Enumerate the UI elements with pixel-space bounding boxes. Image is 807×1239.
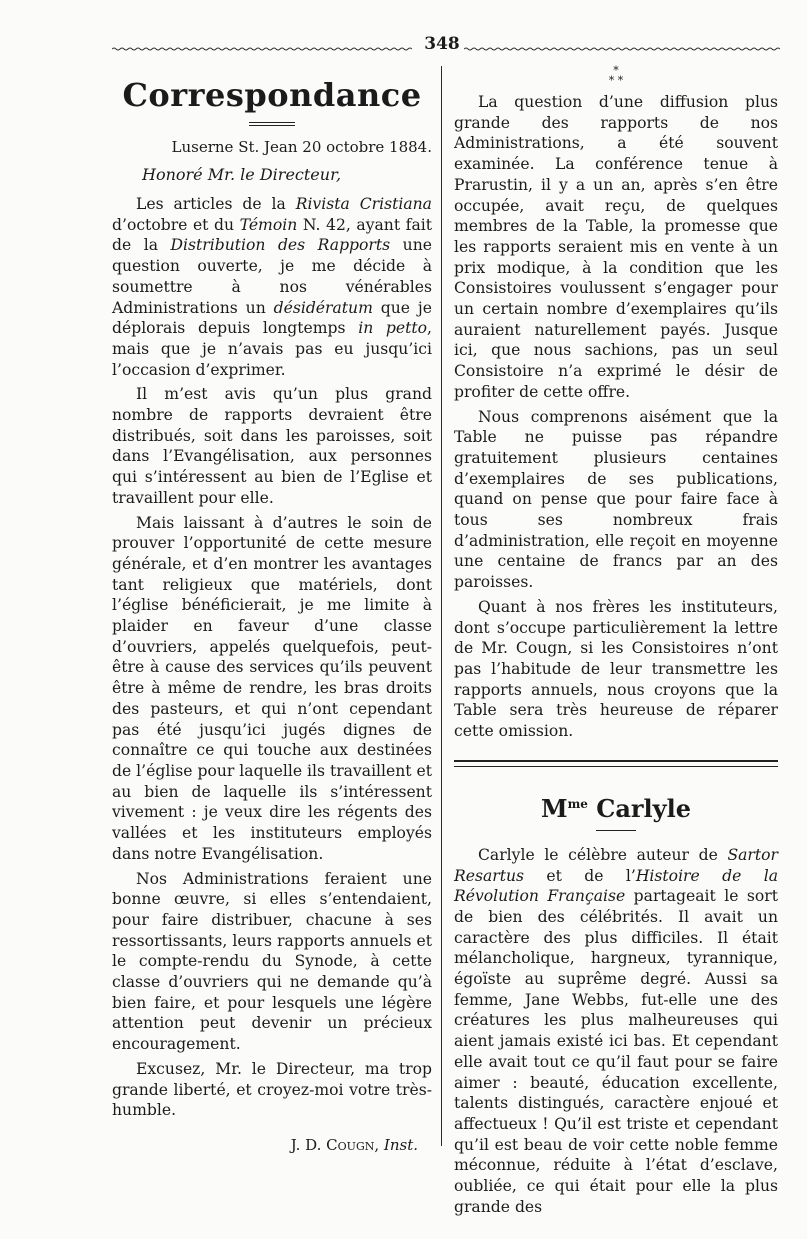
left-column	[112, 66, 432, 1157]
letter-paragraph-1: Les articles de la Rivista Cristiana d’octobre et du Témoin N. 42, ayant fait de la Distribution des Rapports une question ouverte, je me décide à soumettre à nos vénérables Administrations un désidératum que je déplorais depuis longtemps in petto, mais que je n’avais pas eu jusqu’ici l’occasion d’exprimer.	[112, 195, 433, 379]
letter-salutation: Honoré Mr. le Directeur,	[142, 165, 342, 184]
asterism-bottom: * *	[608, 74, 624, 87]
letter-signature	[112, 1133, 432, 1157]
section-separator-rule	[454, 760, 778, 767]
letter-paragraph-3: Mais laissant à d’autres le soin de prouver l’opportunité de cette mesure générale, et d’en montrer les avantages tant religieux que matériels, dont l’église bénéficierait, je me limite à plaider en faveur d’une classe d’ouvriers, appelés quelquefois, peut-être à cause des services qu’ils peuvent être à même de rendre, les bras droits des pasteurs, et qui n’ont cependant pas été jusqu’ici jugés dignes de connaître ce qui touche aux destinées de l’église pour laquelle ils travaillent et au bien de laquelle ils s’intéressent vivement : je veux dire les régents des vallées et les instituteurs employés dans notre Evangélisation.	[112, 513, 433, 863]
carlyle-paragraph-1: Carlyle le célèbre auteur de Sartor Resartus et de l’Histoire de la Révolution Française partageait le sort de bien des célébrités. Il avait un caractère des plus difficiles. Il était mélancholique, hargneux, tyrannique, égoïste au suprême degré. Aussi sa femme, Jane Webbs, fut-elle une des créatures les plus malheureuses qui aient jamais existé ici bas. Et cependant elle avait tout ce qu’il faut pour se faire aimer : beauté, éducation excellente, talents distingués, caractère enjoué et affectueux ! Qu’il est triste et cependant qu’il est beau de voir cette noble femme méconnue, réduite à l’état d’esclave, oubliée, ce qui était pour elle la plus grande des	[454, 845, 778, 1216]
letter-paragraph-4: Nos Administrations feraient une bonne œuvre, si elles s’entendaient, pour faire distribuer, chacune à ses ressortissants, leurs rapports annuels et le compte-rendu du Synode, à cette classe d’ouvriers qui ne demande qu’à bien faire, et pour lesquels une légère attention peut devenir un précieux encouragement.	[112, 869, 432, 1054]
signature-name: J. D. Cougn,	[290, 1135, 380, 1154]
column-divider	[441, 66, 442, 1146]
section-title-carlyle: $M^{me}$ Carlyle	[540, 793, 692, 823]
asterism-top: *	[613, 64, 619, 77]
signature-title: Inst.	[383, 1135, 418, 1154]
editor-paragraph-3: Quant à nos frères les instituteurs, dont s’occupe particulièrement la lettre de Mr. Cougn, si les Consistoires n’ont pas l’habitude de leur transmettre les rapports annuels, nous croyons que la Table sera très heureuse de réparer cette omission.	[454, 597, 778, 741]
title-short-rule	[596, 830, 636, 831]
page-header	[112, 34, 780, 58]
letter-paragraph-5: Excusez, Mr. le Directeur, ma trop grande liberté, et croyez-moi votre très-humble.	[112, 1059, 432, 1120]
letter-paragraph-2: Il m’est avis qu’un plus grand nombre de rapports devraient être distribués, soit dans les paroisses, soit dans l’Evangélisation, aux personnes qui s’intéressent au bien de l’Eglise et travaillent pour elle.	[112, 385, 432, 507]
section-heading-correspondance: Correspondance	[122, 76, 422, 114]
right-column	[454, 66, 778, 1217]
editor-paragraph-2: Nous comprenons aisément que la Table ne puisse pas répandre gratuitement plusieurs centaines d’exemplaires de ses publications, quand on pense que pour faire face à tous ses nombreux frais d’administration, elle reçoit en moyenne une centaine de francs par an des paroisses.	[454, 407, 778, 592]
editor-paragraph-1: La question d’une diffusion plus grande des rapports de nos Administrations, a été souvent examinée. La conférence tenue à Prarustin, il y a un an, après s’en être occupée, avait reçu, de quelques membres de la Table, la promesse que les rapports seraient mis en vente à un prix modique, à la condition que les Consistoires voulussent s’engager pour un certain nombre d’exemplaires qu’ils auraient naturellement payés. Jusque ici, que nous sachions, pas un seul Consistoire n’a exprimé le désir de profiter de cette offre.	[454, 93, 778, 401]
letter-dateline: Luserne St. Jean 20 octobre 1884.	[171, 138, 432, 156]
wavy-rule-left	[112, 47, 412, 51]
heading-double-rule	[249, 122, 295, 126]
asterism	[454, 66, 778, 86]
page-number: 348	[424, 34, 460, 54]
wavy-rule-right	[464, 47, 780, 51]
